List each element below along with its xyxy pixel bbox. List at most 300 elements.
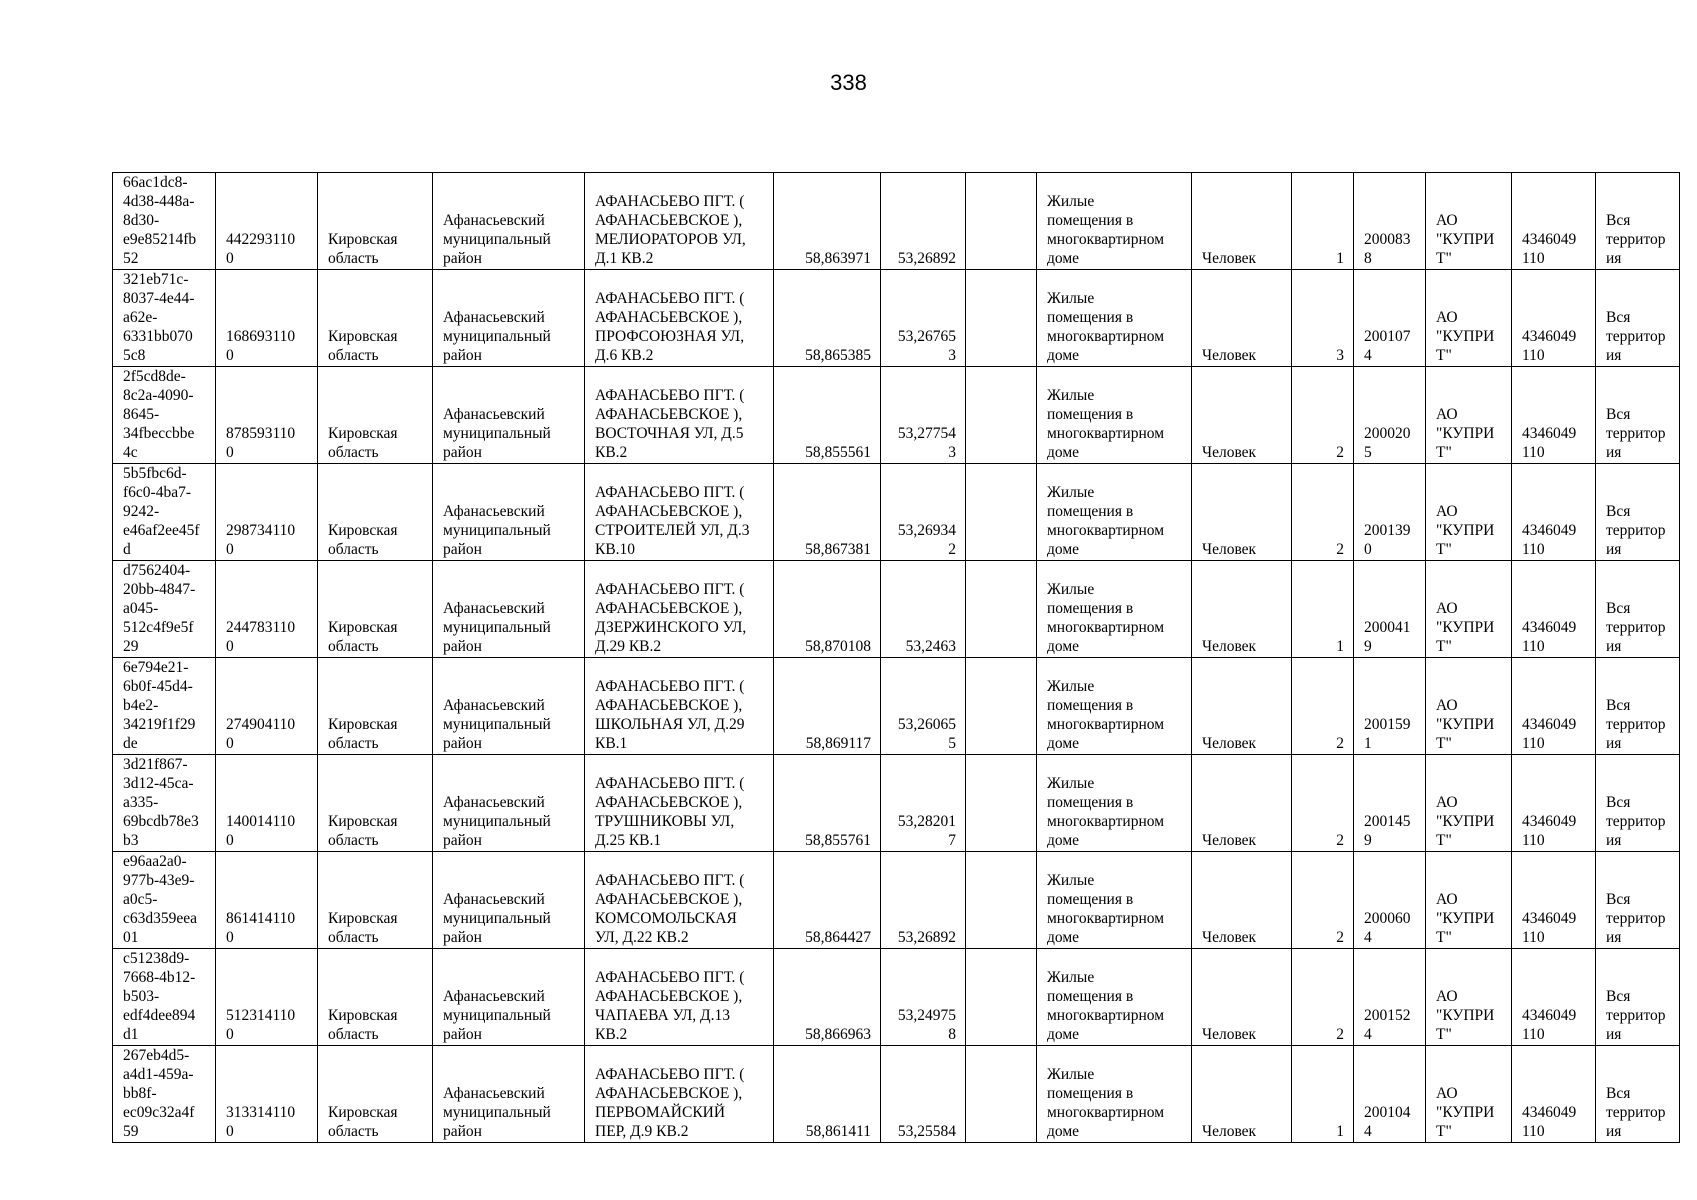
empty-cell [966, 852, 1037, 949]
organization-cell-text: АО "КУПРИ Т" [1436, 697, 1495, 752]
table-row [113, 852, 1680, 949]
empty-cell [966, 755, 1037, 852]
region-cell [318, 173, 433, 270]
district-cell-text: Афанасьевский муниципальный район [443, 406, 551, 461]
address-cell-text: АФАНАСЬЕВО ПГТ. ( АФАНАСЬЕВСКОЕ ), ЧАПАЕВА УЛ, Д.13 КВ.2 [595, 969, 745, 1043]
unit-cell-text: Человек [1202, 250, 1257, 267]
object-id-cell [113, 755, 216, 852]
territory-cell [1596, 561, 1680, 658]
empty-cell [966, 270, 1037, 367]
premises-type-cell-text: Жилые помещения в многоквартирном доме [1047, 290, 1165, 364]
inn-cell [1512, 1046, 1596, 1143]
unit-cell-text: Человек [1202, 1026, 1257, 1043]
region-cell [318, 949, 433, 1046]
object-id-cell-text: 2f5cd8de- 8c2a-4090- 8645- 34fbeccbbe 4c [123, 368, 195, 461]
territory-cell [1596, 270, 1680, 367]
count-cell-text: 2 [1336, 444, 1344, 461]
count-cell [1292, 270, 1354, 367]
inn-cell-text: 4346049 110 [1522, 813, 1577, 849]
address-cell [585, 367, 774, 464]
premises-type-cell-text: Жилые помещения в многоквартирном доме [1047, 387, 1165, 461]
premises-type-cell [1037, 367, 1192, 464]
unit-cell [1192, 367, 1292, 464]
organization-cell-text: АО "КУПРИ Т" [1436, 1085, 1495, 1140]
empty-cell [966, 173, 1037, 270]
object-code-cell-text: 878593110 0 [226, 425, 296, 461]
region-cell-text: Кировская область [328, 1104, 398, 1140]
premises-type-cell [1037, 852, 1192, 949]
registry-number-cell-text: 200152 4 [1364, 1007, 1411, 1043]
registry-number-cell [1354, 949, 1426, 1046]
district-cell [433, 852, 585, 949]
object-code-cell [216, 367, 318, 464]
inn-cell-text: 4346049 110 [1522, 1007, 1577, 1043]
object-code-cell [216, 270, 318, 367]
district-cell [433, 1046, 585, 1143]
empty-cell [966, 658, 1037, 755]
latitude-cell-text: 58,870108 [805, 638, 871, 655]
longitude-cell [881, 173, 966, 270]
object-id-cell [113, 561, 216, 658]
registry-number-cell-text: 200083 8 [1364, 231, 1411, 267]
region-cell [318, 658, 433, 755]
address-cell [585, 949, 774, 1046]
count-cell-text: 2 [1336, 541, 1344, 558]
inn-cell [1512, 852, 1596, 949]
registry-number-cell [1354, 1046, 1426, 1143]
territory-cell-text: Вся территор ия [1606, 309, 1666, 364]
count-cell [1292, 173, 1354, 270]
territory-cell [1596, 464, 1680, 561]
longitude-cell-text: 53,26892 [897, 929, 956, 946]
organization-cell [1426, 1046, 1512, 1143]
address-cell [585, 1046, 774, 1143]
longitude-cell [881, 852, 966, 949]
region-cell-text: Кировская область [328, 328, 398, 364]
region-cell-text: Кировская область [328, 425, 398, 461]
longitude-cell-text: 53,2463 [905, 638, 956, 655]
count-cell [1292, 561, 1354, 658]
count-cell-text: 1 [1336, 638, 1344, 655]
object-id-cell-text: c51238d9- 7668-4b12- b503- edf4dee894 d1 [123, 950, 196, 1043]
territory-cell-text: Вся территор ия [1606, 212, 1666, 267]
inn-cell-text: 4346049 110 [1522, 619, 1577, 655]
latitude-cell-text: 58,864427 [805, 929, 871, 946]
unit-cell [1192, 949, 1292, 1046]
district-cell [433, 173, 585, 270]
object-code-cell [216, 1046, 318, 1143]
region-cell-text: Кировская область [328, 231, 398, 267]
latitude-cell-text: 58,861411 [805, 1123, 871, 1140]
address-cell-text: АФАНАСЬЕВО ПГТ. ( АФАНАСЬЕВСКОЕ ), ПЕРВОМАЙСКИЙ ПЕР, Д.9 КВ.2 [595, 1066, 745, 1140]
territory-cell [1596, 1046, 1680, 1143]
registry-number-cell [1354, 755, 1426, 852]
address-cell [585, 464, 774, 561]
object-id-cell-text: e96aa2a0- 977b-43e9- a0c5- c63d359eea 01 [123, 853, 198, 946]
object-id-cell [113, 852, 216, 949]
object-code-cell-text: 274904110 0 [226, 716, 296, 752]
registry-number-cell-text: 200060 4 [1364, 910, 1411, 946]
latitude-cell-text: 58,867381 [805, 541, 871, 558]
premises-type-cell [1037, 561, 1192, 658]
address-cell-text: АФАНАСЬЕВО ПГТ. ( АФАНАСЬЕВСКОЕ ), КОМСОМОЛЬСКАЯ УЛ, Д.22 КВ.2 [595, 872, 745, 946]
object-id-cell-text: 321eb71c- 8037-4e44- a62e- 6331bb070 5c8 [123, 271, 195, 364]
premises-type-cell [1037, 173, 1192, 270]
organization-cell [1426, 949, 1512, 1046]
region-cell [318, 755, 433, 852]
premises-type-cell [1037, 949, 1192, 1046]
address-cell [585, 852, 774, 949]
district-cell-text: Афанасьевский муниципальный район [443, 794, 551, 849]
territory-cell-text: Вся территор ия [1606, 794, 1666, 849]
unit-cell-text: Человек [1202, 541, 1257, 558]
region-cell-text: Кировская область [328, 1007, 398, 1043]
object-code-cell [216, 852, 318, 949]
inn-cell [1512, 949, 1596, 1046]
count-cell-text: 1 [1336, 250, 1344, 267]
registry-number-cell [1354, 852, 1426, 949]
region-cell-text: Кировская область [328, 813, 398, 849]
territory-cell [1596, 949, 1680, 1046]
latitude-cell-text: 58,855761 [805, 832, 871, 849]
region-cell [318, 270, 433, 367]
region-cell [318, 1046, 433, 1143]
organization-cell-text: АО "КУПРИ Т" [1436, 794, 1495, 849]
inn-cell [1512, 173, 1596, 270]
registry-number-cell-text: 200104 4 [1364, 1104, 1411, 1140]
territory-cell-text: Вся территор ия [1606, 697, 1666, 752]
count-cell [1292, 1046, 1354, 1143]
territory-cell-text: Вся территор ия [1606, 503, 1666, 558]
inn-cell [1512, 561, 1596, 658]
registry-number-cell-text: 200020 5 [1364, 425, 1411, 461]
address-cell-text: АФАНАСЬЕВО ПГТ. ( АФАНАСЬЕВСКОЕ ), ТРУШНИКОВЫ УЛ, Д.25 КВ.1 [595, 775, 745, 849]
empty-cell [966, 367, 1037, 464]
longitude-cell [881, 658, 966, 755]
object-id-cell [113, 367, 216, 464]
object-code-cell-text: 512314110 0 [226, 1007, 296, 1043]
inn-cell [1512, 367, 1596, 464]
longitude-cell-text: 53,27754 3 [897, 425, 956, 461]
district-cell [433, 658, 585, 755]
longitude-cell-text: 53,26765 3 [897, 328, 956, 364]
address-cell-text: АФАНАСЬЕВО ПГТ. ( АФАНАСЬЕВСКОЕ ), ШКОЛЬНАЯ УЛ, Д.29 КВ.1 [595, 678, 745, 752]
organization-cell-text: АО "КУПРИ Т" [1436, 212, 1495, 267]
count-cell [1292, 464, 1354, 561]
address-cell-text: АФАНАСЬЕВО ПГТ. ( АФАНАСЬЕВСКОЕ ), СТРОИТЕЛЕЙ УЛ, Д.3 КВ.10 [595, 484, 750, 558]
count-cell [1292, 755, 1354, 852]
organization-cell-text: АО "КУПРИ Т" [1436, 309, 1495, 364]
region-cell-text: Кировская область [328, 716, 398, 752]
empty-cell [966, 1046, 1037, 1143]
premises-type-cell [1037, 755, 1192, 852]
registry-number-cell-text: 200139 0 [1364, 522, 1411, 558]
unit-cell [1192, 1046, 1292, 1143]
unit-cell [1192, 755, 1292, 852]
longitude-cell [881, 464, 966, 561]
unit-cell [1192, 852, 1292, 949]
address-cell-text: АФАНАСЬЕВО ПГТ. ( АФАНАСЬЕВСКОЕ ), ВОСТОЧНАЯ УЛ, Д.5 КВ.2 [595, 387, 745, 461]
region-cell [318, 561, 433, 658]
object-code-cell [216, 949, 318, 1046]
territory-cell [1596, 755, 1680, 852]
object-id-cell-text: 66ac1dc8- 4d38-448a- 8d30- e9e85214fb 52 [123, 174, 197, 267]
latitude-cell [774, 949, 881, 1046]
object-id-cell [113, 173, 216, 270]
district-cell [433, 561, 585, 658]
latitude-cell [774, 561, 881, 658]
count-cell [1292, 852, 1354, 949]
district-cell-text: Афанасьевский муниципальный район [443, 891, 551, 946]
region-cell-text: Кировская область [328, 522, 398, 558]
district-cell-text: Афанасьевский муниципальный район [443, 988, 551, 1043]
empty-cell [966, 464, 1037, 561]
object-id-cell [113, 270, 216, 367]
address-cell-text: АФАНАСЬЕВО ПГТ. ( АФАНАСЬЕВСКОЕ ), МЕЛИОРАТОРОВ УЛ, Д.1 КВ.2 [595, 193, 746, 267]
latitude-cell-text: 58,866963 [805, 1026, 871, 1043]
longitude-cell-text: 53,25584 [897, 1123, 956, 1140]
latitude-cell [774, 367, 881, 464]
district-cell-text: Афанасьевский муниципальный район [443, 1085, 551, 1140]
object-code-cell [216, 561, 318, 658]
premises-type-cell-text: Жилые помещения в многоквартирном доме [1047, 969, 1165, 1043]
object-code-cell [216, 464, 318, 561]
region-cell [318, 367, 433, 464]
organization-cell-text: АО "КУПРИ Т" [1436, 891, 1495, 946]
registry-number-cell [1354, 561, 1426, 658]
longitude-cell-text: 53,24975 8 [897, 1007, 956, 1043]
object-code-cell-text: 298734110 0 [226, 522, 296, 558]
longitude-cell-text: 53,26065 5 [897, 716, 956, 752]
latitude-cell [774, 852, 881, 949]
latitude-cell-text: 58,869117 [805, 735, 871, 752]
object-code-cell-text: 244783110 0 [226, 619, 296, 655]
table-row [113, 270, 1680, 367]
count-cell-text: 2 [1336, 1026, 1344, 1043]
organization-cell [1426, 270, 1512, 367]
premises-type-cell-text: Жилые помещения в многоквартирном доме [1047, 193, 1165, 267]
count-cell-text: 2 [1336, 735, 1344, 752]
address-cell-text: АФАНАСЬЕВО ПГТ. ( АФАНАСЬЕВСКОЕ ), ПРОФСОЮЗНАЯ УЛ, Д.6 КВ.2 [595, 290, 745, 364]
count-cell [1292, 949, 1354, 1046]
latitude-cell-text: 58,855561 [805, 444, 871, 461]
address-cell [585, 755, 774, 852]
latitude-cell [774, 270, 881, 367]
district-cell-text: Афанасьевский муниципальный район [443, 212, 551, 267]
address-cell [585, 561, 774, 658]
table-row [113, 464, 1680, 561]
district-cell [433, 367, 585, 464]
unit-cell [1192, 561, 1292, 658]
unit-cell-text: Человек [1202, 832, 1257, 849]
object-code-cell [216, 658, 318, 755]
unit-cell-text: Человек [1202, 638, 1257, 655]
territory-cell-text: Вся территор ия [1606, 891, 1666, 946]
registry-number-cell-text: 200107 4 [1364, 328, 1411, 364]
address-cell [585, 658, 774, 755]
registry-number-cell [1354, 367, 1426, 464]
registry-number-cell [1354, 173, 1426, 270]
unit-cell [1192, 270, 1292, 367]
object-id-cell-text: 3d21f867- 3d12-45ca- a335- 69bcdb78e3 b3 [123, 756, 199, 849]
longitude-cell [881, 561, 966, 658]
region-cell [318, 464, 433, 561]
premises-type-cell-text: Жилые помещения в многоквартирном доме [1047, 581, 1165, 655]
longitude-cell-text: 53,26892 [897, 250, 956, 267]
premises-type-cell-text: Жилые помещения в многоквартирном доме [1047, 484, 1165, 558]
unit-cell [1192, 464, 1292, 561]
organization-cell [1426, 367, 1512, 464]
unit-cell [1192, 658, 1292, 755]
organization-cell [1426, 658, 1512, 755]
premises-type-cell-text: Жилые помещения в многоквартирном доме [1047, 1066, 1165, 1140]
inn-cell-text: 4346049 110 [1522, 1104, 1577, 1140]
registry-table [112, 172, 1680, 1143]
empty-cell [966, 949, 1037, 1046]
unit-cell-text: Человек [1202, 444, 1257, 461]
premises-type-cell-text: Жилые помещения в многоквартирном доме [1047, 678, 1165, 752]
latitude-cell [774, 755, 881, 852]
organization-cell [1426, 561, 1512, 658]
object-code-cell-text: 140014110 0 [226, 813, 296, 849]
table-row [113, 755, 1680, 852]
object-id-cell-text: 267eb4d5- a4d1-459a- bb8f- ec09c32a4f 59 [123, 1047, 195, 1140]
organization-cell [1426, 852, 1512, 949]
territory-cell-text: Вся территор ия [1606, 1085, 1666, 1140]
registry-table-body [113, 173, 1680, 1143]
address-cell-text: АФАНАСЬЕВО ПГТ. ( АФАНАСЬЕВСКОЕ ), ДЗЕРЖИНСКОГО УЛ, Д.29 КВ.2 [595, 581, 747, 655]
registry-number-cell [1354, 464, 1426, 561]
object-id-cell [113, 464, 216, 561]
region-cell-text: Кировская область [328, 619, 398, 655]
longitude-cell [881, 755, 966, 852]
object-code-cell-text: 168693110 0 [226, 328, 296, 364]
organization-cell [1426, 173, 1512, 270]
territory-cell [1596, 173, 1680, 270]
premises-type-cell-text: Жилые помещения в многоквартирном доме [1047, 775, 1165, 849]
organization-cell [1426, 755, 1512, 852]
object-code-cell-text: 861414110 0 [226, 910, 296, 946]
inn-cell [1512, 464, 1596, 561]
longitude-cell [881, 1046, 966, 1143]
object-id-cell [113, 949, 216, 1046]
premises-type-cell-text: Жилые помещения в многоквартирном доме [1047, 872, 1165, 946]
count-cell [1292, 367, 1354, 464]
district-cell [433, 949, 585, 1046]
organization-cell-text: АО "КУПРИ Т" [1436, 600, 1495, 655]
region-cell-text: Кировская область [328, 910, 398, 946]
organization-cell-text: АО "КУПРИ Т" [1436, 988, 1495, 1043]
count-cell-text: 1 [1336, 1123, 1344, 1140]
unit-cell-text: Человек [1202, 929, 1257, 946]
table-row [113, 561, 1680, 658]
district-cell-text: Афанасьевский муниципальный район [443, 697, 551, 752]
district-cell [433, 270, 585, 367]
latitude-cell [774, 464, 881, 561]
unit-cell-text: Человек [1202, 735, 1257, 752]
object-id-cell [113, 1046, 216, 1143]
latitude-cell [774, 1046, 881, 1143]
longitude-cell [881, 949, 966, 1046]
district-cell [433, 464, 585, 561]
count-cell [1292, 658, 1354, 755]
organization-cell-text: АО "КУПРИ Т" [1436, 503, 1495, 558]
latitude-cell-text: 58,863971 [805, 250, 871, 267]
registry-number-cell-text: 200145 9 [1364, 813, 1411, 849]
premises-type-cell [1037, 464, 1192, 561]
table-row [113, 367, 1680, 464]
district-cell-text: Афанасьевский муниципальный район [443, 309, 551, 364]
registry-number-cell [1354, 658, 1426, 755]
territory-cell-text: Вся территор ия [1606, 406, 1666, 461]
registry-number-cell-text: 200159 1 [1364, 716, 1411, 752]
inn-cell-text: 4346049 110 [1522, 425, 1577, 461]
organization-cell-text: АО "КУПРИ Т" [1436, 406, 1495, 461]
region-cell [318, 852, 433, 949]
inn-cell [1512, 755, 1596, 852]
premises-type-cell [1037, 1046, 1192, 1143]
table-row [113, 1046, 1680, 1143]
object-code-cell-text: 313314110 0 [226, 1104, 296, 1140]
address-cell [585, 173, 774, 270]
territory-cell [1596, 852, 1680, 949]
district-cell-text: Афанасьевский муниципальный район [443, 600, 551, 655]
premises-type-cell [1037, 658, 1192, 755]
inn-cell-text: 4346049 110 [1522, 328, 1577, 364]
inn-cell [1512, 270, 1596, 367]
count-cell-text: 2 [1336, 832, 1344, 849]
premises-type-cell [1037, 270, 1192, 367]
district-cell [433, 755, 585, 852]
registry-number-cell-text: 200041 9 [1364, 619, 1411, 655]
district-cell-text: Афанасьевский муниципальный район [443, 503, 551, 558]
territory-cell-text: Вся территор ия [1606, 600, 1666, 655]
object-code-cell [216, 173, 318, 270]
address-cell [585, 270, 774, 367]
table-row [113, 949, 1680, 1046]
page-number: 338 [830, 70, 867, 95]
inn-cell-text: 4346049 110 [1522, 716, 1577, 752]
count-cell-text: 2 [1336, 929, 1344, 946]
latitude-cell [774, 173, 881, 270]
empty-cell [966, 561, 1037, 658]
count-cell-text: 3 [1336, 347, 1344, 364]
latitude-cell [774, 658, 881, 755]
table-row [113, 658, 1680, 755]
object-id-cell-text: d7562404- 20bb-4847- a045- 512c4f9e5f 29 [123, 562, 196, 655]
object-code-cell [216, 755, 318, 852]
territory-cell [1596, 367, 1680, 464]
registry-number-cell [1354, 270, 1426, 367]
table-row [113, 173, 1680, 270]
organization-cell [1426, 464, 1512, 561]
territory-cell [1596, 658, 1680, 755]
inn-cell [1512, 658, 1596, 755]
longitude-cell [881, 367, 966, 464]
longitude-cell [881, 270, 966, 367]
object-id-cell [113, 658, 216, 755]
unit-cell-text: Человек [1202, 347, 1257, 364]
longitude-cell-text: 53,28201 7 [897, 813, 956, 849]
inn-cell-text: 4346049 110 [1522, 522, 1577, 558]
longitude-cell-text: 53,26934 2 [897, 522, 956, 558]
unit-cell-text: Человек [1202, 1123, 1257, 1140]
inn-cell-text: 4346049 110 [1522, 910, 1577, 946]
inn-cell-text: 4346049 110 [1522, 231, 1577, 267]
object-id-cell-text: 6e794e21- 6b0f-45d4- b4e2- 34219f1f29 de [123, 659, 196, 752]
object-code-cell-text: 442293110 0 [226, 231, 296, 267]
latitude-cell-text: 58,865385 [805, 347, 871, 364]
